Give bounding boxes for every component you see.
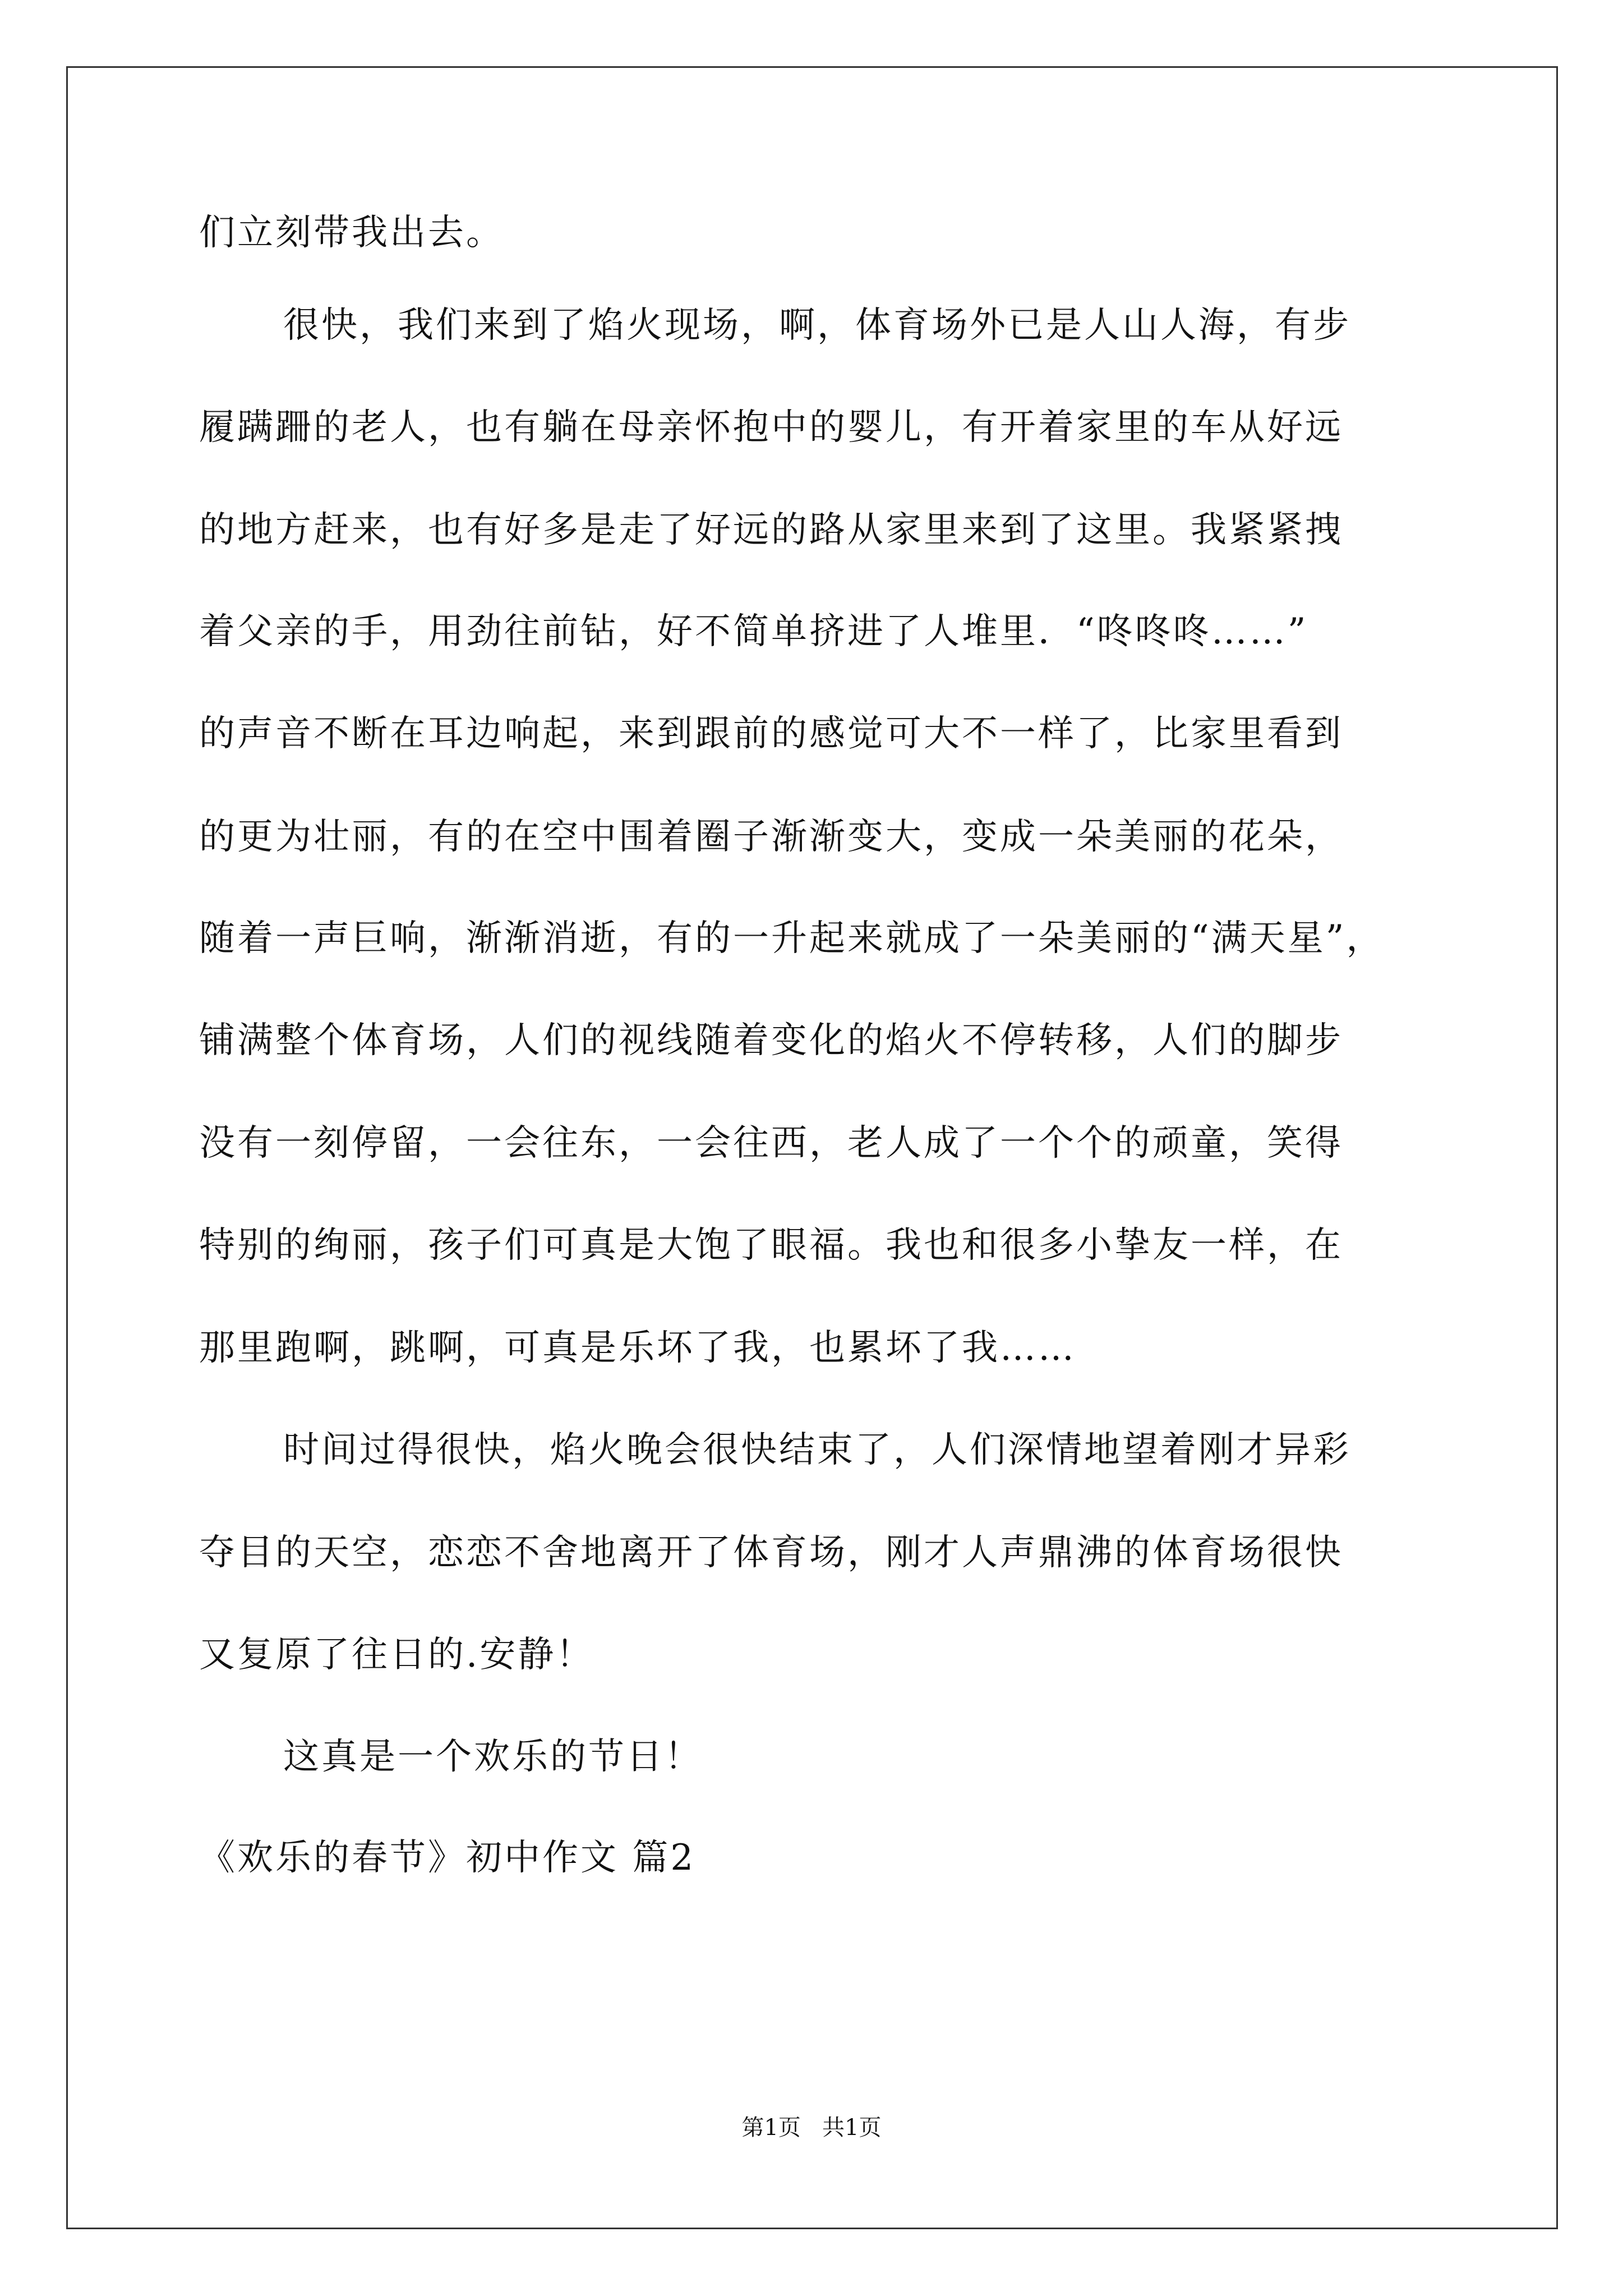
text-line-9: 铺满整个体育场，人们的视线随着变化的焰火不停转移，人们的脚步 <box>199 1020 1343 1061</box>
page-footer: 第1页 共1页 <box>741 2115 882 2141</box>
text-line-15: 又复原了往日的.安静！ <box>199 1634 594 1676</box>
section-heading: 《欢乐的春节》初中作文 篇2 <box>199 1837 696 1879</box>
text-line-1: 们立刻带我出去。 <box>199 212 504 254</box>
text-line-4: 的地方赶来，也有好多是走了好远的路从家里来到了这里。我紧紧拽 <box>199 509 1343 551</box>
text-line-5: 着父亲的手，用劲往前钻，好不简单挤进了人堆里．“咚咚咚……” <box>199 611 1308 652</box>
text-line-7: 的更为壮丽，有的在空中围着圈子渐渐变大，变成一朵美丽的花朵， <box>199 816 1343 858</box>
text-line-16: 这真是一个欢乐的节日！ <box>283 1736 703 1778</box>
text-line-6: 的声音不断在耳边响起，来到跟前的感觉可大不一样了，比家里看到 <box>199 713 1343 754</box>
text-line-10: 没有一刻停留，一会往东，一会往西，老人成了一个个的顽童，笑得 <box>199 1122 1343 1164</box>
text-line-14: 夺目的天空，恋恋不舍地离开了体育场，刚才人声鼎沸的体育场很快 <box>199 1532 1343 1573</box>
text-line-13: 时间过得很快，焰火晚会很快结束了，人们深情地望着刚才异彩 <box>283 1429 1351 1471</box>
text-line-8: 随着一声巨响，渐渐消逝，有的一升起来就成了一朵美丽的“满天星”， <box>199 918 1385 959</box>
text-line-11: 特别的绚丽，孩子们可真是大饱了眼福。我也和很多小挚友一样，在 <box>199 1225 1343 1266</box>
text-line-12: 那里跑啊，跳啊，可真是乐坏了我，也累坏了我…… <box>199 1327 1076 1369</box>
text-line-2: 很快，我们来到了焰火现场，啊，体育场外已是人山人海，有步 <box>283 305 1351 346</box>
text-line-3: 履蹒跚的老人，也有躺在母亲怀抱中的婴儿，有开着家里的车从好远 <box>199 407 1343 448</box>
